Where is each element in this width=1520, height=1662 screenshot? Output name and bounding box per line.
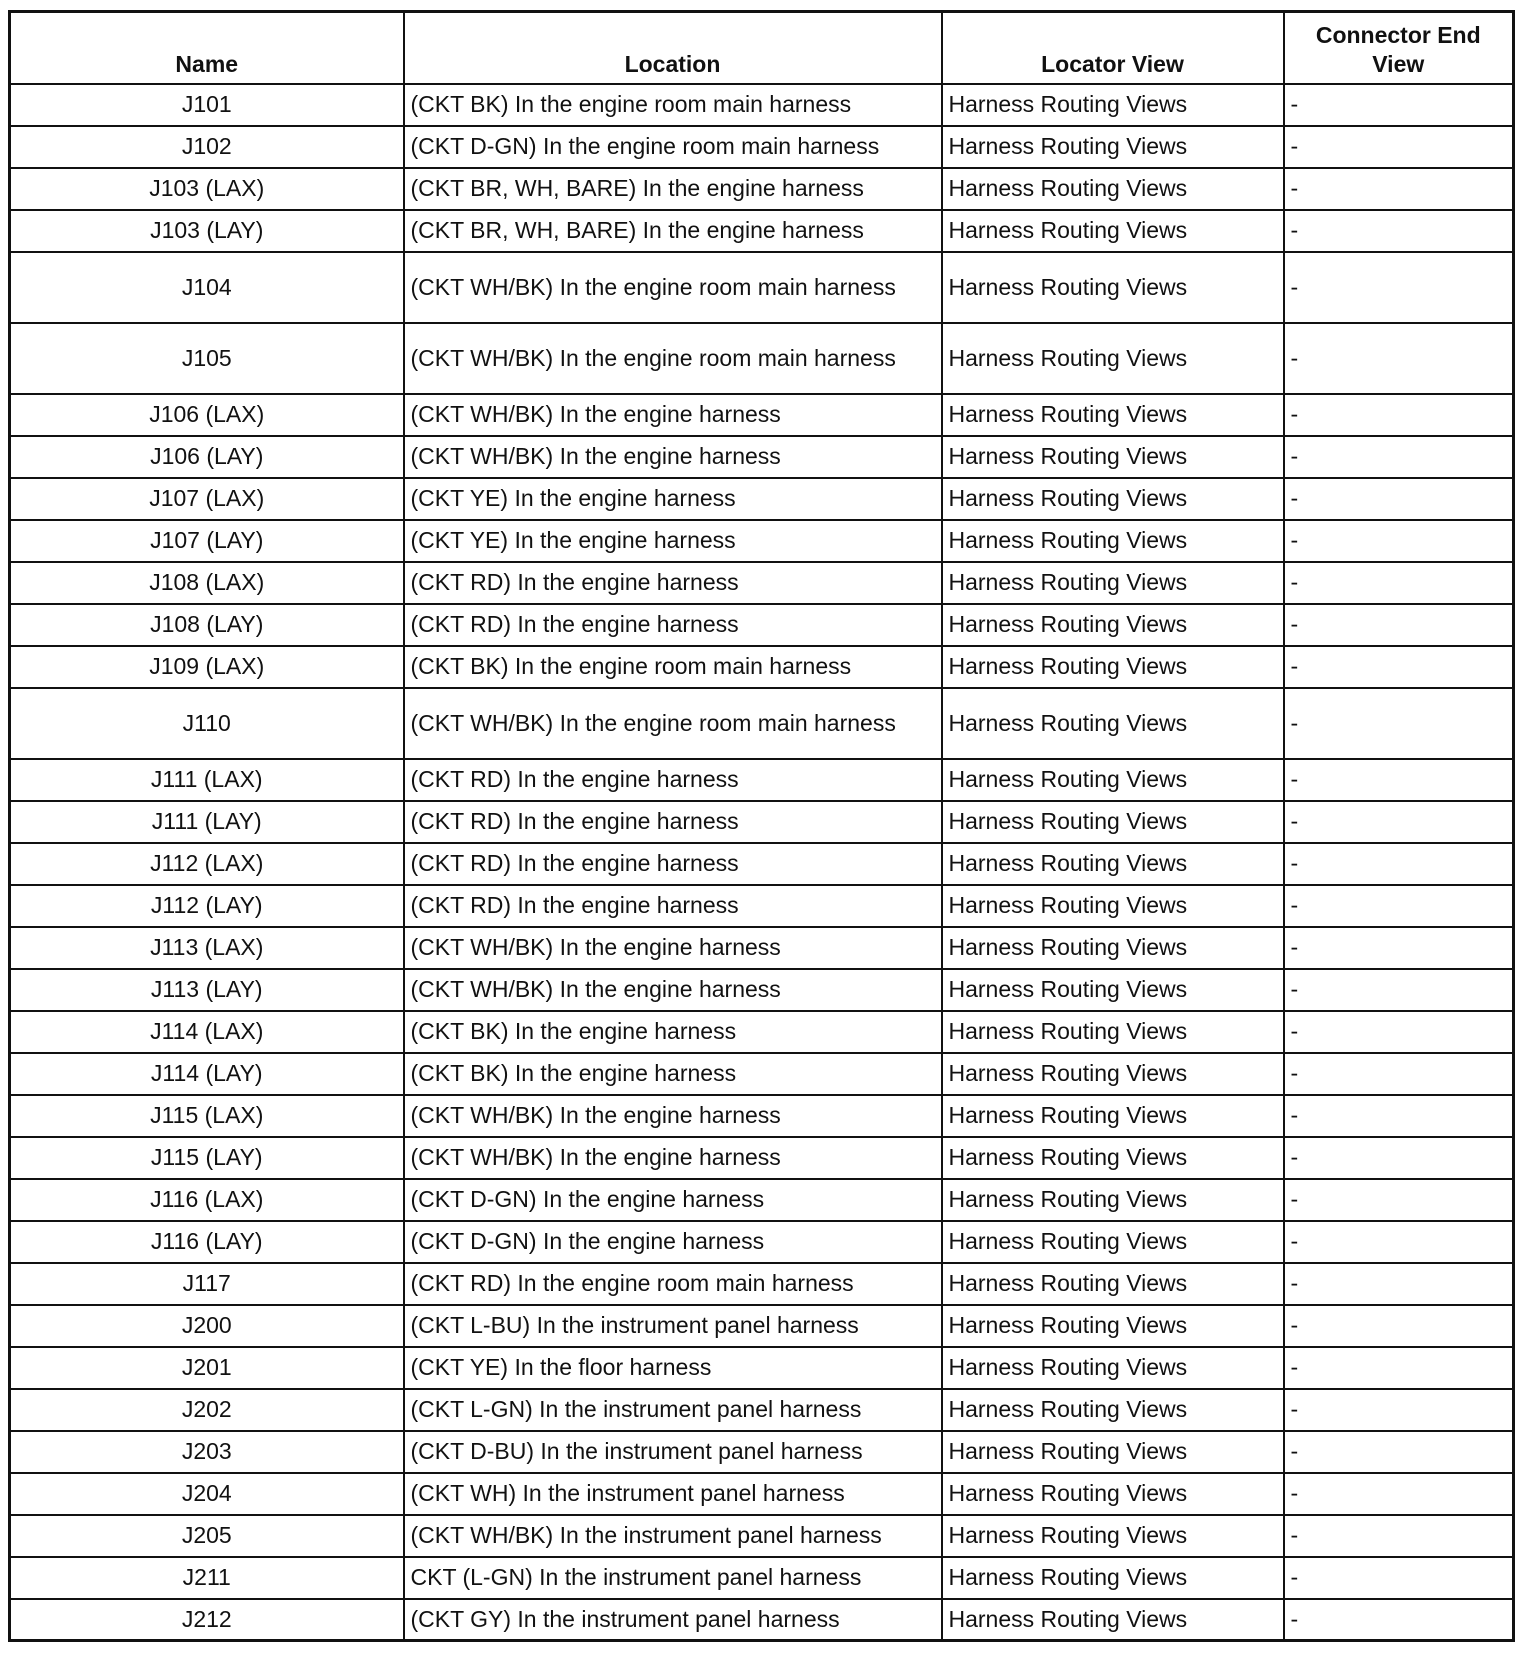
cell-name: J202	[10, 1389, 404, 1431]
table-row	[10, 252, 1514, 323]
cell-location: (CKT L-BU) In the instrument panel harness	[404, 1305, 942, 1347]
cell-locator-view: Harness Routing Views	[942, 1053, 1284, 1095]
cell-name: J107 (LAY)	[10, 520, 404, 562]
cell-location: (CKT RD) In the engine harness	[404, 759, 942, 801]
cell-name: J114 (LAY)	[10, 1053, 404, 1095]
cell-name: J116 (LAX)	[10, 1179, 404, 1221]
cell-connector-end-view: -	[1284, 1179, 1514, 1221]
cell-name: J106 (LAX)	[10, 394, 404, 436]
cell-location: CKT (L-GN) In the instrument panel harness	[404, 1557, 942, 1599]
cell-name: J211	[10, 1557, 404, 1599]
cell-locator-view: Harness Routing Views	[942, 1599, 1284, 1641]
cell-connector-end-view: -	[1284, 688, 1514, 759]
cell-connector-end-view: -	[1284, 885, 1514, 927]
cell-name: J112 (LAX)	[10, 843, 404, 885]
cell-connector-end-view: -	[1284, 1347, 1514, 1389]
table-header-row	[10, 12, 1514, 84]
cell-location: (CKT RD) In the engine room main harness	[404, 1263, 942, 1305]
cell-connector-end-view: -	[1284, 1473, 1514, 1515]
table-row	[10, 126, 1514, 168]
table-row	[10, 1515, 1514, 1557]
cell-locator-view: Harness Routing Views	[942, 436, 1284, 478]
cell-name: J115 (LAY)	[10, 1137, 404, 1179]
table-body	[10, 84, 1514, 1641]
cell-locator-view: Harness Routing Views	[942, 1137, 1284, 1179]
cell-locator-view: Harness Routing Views	[942, 646, 1284, 688]
cell-name: J105	[10, 323, 404, 394]
cell-location: (CKT RD) In the engine harness	[404, 843, 942, 885]
splice-locator-table	[8, 10, 1515, 1642]
cell-connector-end-view: -	[1284, 126, 1514, 168]
table-row	[10, 323, 1514, 394]
cell-connector-end-view: -	[1284, 927, 1514, 969]
cell-locator-view: Harness Routing Views	[942, 1473, 1284, 1515]
cell-locator-view: Harness Routing Views	[942, 885, 1284, 927]
table-row	[10, 562, 1514, 604]
cell-locator-view: Harness Routing Views	[942, 1515, 1284, 1557]
cell-locator-view: Harness Routing Views	[942, 394, 1284, 436]
cell-connector-end-view: -	[1284, 646, 1514, 688]
cell-locator-view: Harness Routing Views	[942, 520, 1284, 562]
cell-connector-end-view: -	[1284, 1431, 1514, 1473]
cell-name: J104	[10, 252, 404, 323]
cell-locator-view: Harness Routing Views	[942, 759, 1284, 801]
cell-connector-end-view: -	[1284, 1515, 1514, 1557]
cell-locator-view: Harness Routing Views	[942, 210, 1284, 252]
cell-name: J111 (LAX)	[10, 759, 404, 801]
cell-connector-end-view: -	[1284, 759, 1514, 801]
table-row	[10, 646, 1514, 688]
cell-name: J106 (LAY)	[10, 436, 404, 478]
table-row	[10, 1011, 1514, 1053]
cell-location: (CKT BR, WH, BARE) In the engine harness	[404, 168, 942, 210]
cell-connector-end-view: -	[1284, 478, 1514, 520]
cell-name: J114 (LAX)	[10, 1011, 404, 1053]
cell-connector-end-view: -	[1284, 84, 1514, 126]
table-row	[10, 1095, 1514, 1137]
cell-locator-view: Harness Routing Views	[942, 1095, 1284, 1137]
cell-locator-view: Harness Routing Views	[942, 1305, 1284, 1347]
cell-location: (CKT WH/BK) In the engine room main harness	[404, 252, 942, 323]
table-row	[10, 84, 1514, 126]
table-row	[10, 210, 1514, 252]
cell-locator-view: Harness Routing Views	[942, 1263, 1284, 1305]
cell-locator-view: Harness Routing Views	[942, 843, 1284, 885]
header-connector-end-view: Connector End View	[1284, 12, 1514, 84]
cell-connector-end-view: -	[1284, 210, 1514, 252]
cell-locator-view: Harness Routing Views	[942, 562, 1284, 604]
cell-connector-end-view: -	[1284, 520, 1514, 562]
cell-connector-end-view: -	[1284, 323, 1514, 394]
cell-name: J112 (LAY)	[10, 885, 404, 927]
table-row	[10, 1431, 1514, 1473]
cell-location: (CKT D-GN) In the engine harness	[404, 1221, 942, 1263]
cell-name: J203	[10, 1431, 404, 1473]
cell-connector-end-view: -	[1284, 252, 1514, 323]
cell-connector-end-view: -	[1284, 1263, 1514, 1305]
cell-locator-view: Harness Routing Views	[942, 1431, 1284, 1473]
cell-connector-end-view: -	[1284, 1053, 1514, 1095]
cell-locator-view: Harness Routing Views	[942, 927, 1284, 969]
cell-location: (CKT WH/BK) In the engine room main harness	[404, 323, 942, 394]
table-row	[10, 1473, 1514, 1515]
cell-name: J101	[10, 84, 404, 126]
cell-location: (CKT WH/BK) In the instrument panel harness	[404, 1515, 942, 1557]
cell-locator-view: Harness Routing Views	[942, 252, 1284, 323]
cell-name: J108 (LAX)	[10, 562, 404, 604]
cell-connector-end-view: -	[1284, 1599, 1514, 1641]
cell-name: J205	[10, 1515, 404, 1557]
cell-locator-view: Harness Routing Views	[942, 126, 1284, 168]
cell-locator-view: Harness Routing Views	[942, 1557, 1284, 1599]
cell-location: (CKT BK) In the engine harness	[404, 1053, 942, 1095]
table-row	[10, 604, 1514, 646]
cell-name: J113 (LAX)	[10, 927, 404, 969]
cell-name: J113 (LAY)	[10, 969, 404, 1011]
cell-location: (CKT RD) In the engine harness	[404, 604, 942, 646]
cell-connector-end-view: -	[1284, 562, 1514, 604]
cell-name: J204	[10, 1473, 404, 1515]
cell-locator-view: Harness Routing Views	[942, 801, 1284, 843]
table-row	[10, 520, 1514, 562]
cell-location: (CKT BK) In the engine room main harness	[404, 84, 942, 126]
cell-locator-view: Harness Routing Views	[942, 1221, 1284, 1263]
table-row	[10, 1389, 1514, 1431]
table-row	[10, 1557, 1514, 1599]
table-row	[10, 801, 1514, 843]
cell-locator-view: Harness Routing Views	[942, 969, 1284, 1011]
cell-connector-end-view: -	[1284, 1389, 1514, 1431]
cell-locator-view: Harness Routing Views	[942, 688, 1284, 759]
table-row	[10, 1263, 1514, 1305]
table-row	[10, 1599, 1514, 1641]
cell-name: J109 (LAX)	[10, 646, 404, 688]
cell-connector-end-view: -	[1284, 436, 1514, 478]
header-location: Location	[404, 12, 942, 84]
header-locator-view: Locator View	[942, 12, 1284, 84]
cell-name: J212	[10, 1599, 404, 1641]
cell-location: (CKT YE) In the floor harness	[404, 1347, 942, 1389]
table-row	[10, 885, 1514, 927]
cell-connector-end-view: -	[1284, 394, 1514, 436]
cell-name: J108 (LAY)	[10, 604, 404, 646]
cell-connector-end-view: -	[1284, 168, 1514, 210]
table-row	[10, 1305, 1514, 1347]
table-row	[10, 843, 1514, 885]
splice-table-container	[8, 10, 1512, 1642]
table-row	[10, 1221, 1514, 1263]
cell-name: J201	[10, 1347, 404, 1389]
cell-name: J117	[10, 1263, 404, 1305]
cell-location: (CKT WH/BK) In the engine harness	[404, 927, 942, 969]
cell-locator-view: Harness Routing Views	[942, 323, 1284, 394]
cell-location: (CKT RD) In the engine harness	[404, 562, 942, 604]
cell-name: J111 (LAY)	[10, 801, 404, 843]
table-row	[10, 1137, 1514, 1179]
table-row	[10, 168, 1514, 210]
cell-connector-end-view: -	[1284, 604, 1514, 646]
cell-connector-end-view: -	[1284, 1305, 1514, 1347]
cell-location: (CKT WH) In the instrument panel harness	[404, 1473, 942, 1515]
table-row	[10, 688, 1514, 759]
cell-connector-end-view: -	[1284, 1221, 1514, 1263]
table-row	[10, 1053, 1514, 1095]
cell-location: (CKT WH/BK) In the engine harness	[404, 436, 942, 478]
cell-name: J115 (LAX)	[10, 1095, 404, 1137]
header-name: Name	[10, 12, 404, 84]
cell-location: (CKT D-GN) In the engine harness	[404, 1179, 942, 1221]
cell-location: (CKT D-GN) In the engine room main harness	[404, 126, 942, 168]
cell-name: J107 (LAX)	[10, 478, 404, 520]
cell-location: (CKT YE) In the engine harness	[404, 478, 942, 520]
cell-location: (CKT YE) In the engine harness	[404, 520, 942, 562]
cell-connector-end-view: -	[1284, 1137, 1514, 1179]
cell-locator-view: Harness Routing Views	[942, 604, 1284, 646]
cell-location: (CKT BK) In the engine room main harness	[404, 646, 942, 688]
cell-location: (CKT D-BU) In the instrument panel harness	[404, 1431, 942, 1473]
table-row	[10, 927, 1514, 969]
table-row	[10, 436, 1514, 478]
cell-connector-end-view: -	[1284, 1557, 1514, 1599]
cell-locator-view: Harness Routing Views	[942, 1011, 1284, 1053]
table-row	[10, 1179, 1514, 1221]
table-row	[10, 394, 1514, 436]
cell-location: (CKT GY) In the instrument panel harness	[404, 1599, 942, 1641]
cell-location: (CKT WH/BK) In the engine room main harness	[404, 688, 942, 759]
cell-connector-end-view: -	[1284, 1011, 1514, 1053]
cell-location: (CKT WH/BK) In the engine harness	[404, 1095, 942, 1137]
cell-name: J103 (LAX)	[10, 168, 404, 210]
cell-location: (CKT L-GN) In the instrument panel harness	[404, 1389, 942, 1431]
cell-location: (CKT BR, WH, BARE) In the engine harness	[404, 210, 942, 252]
cell-connector-end-view: -	[1284, 1095, 1514, 1137]
cell-name: J103 (LAY)	[10, 210, 404, 252]
cell-locator-view: Harness Routing Views	[942, 1179, 1284, 1221]
cell-location: (CKT WH/BK) In the engine harness	[404, 1137, 942, 1179]
cell-name: J116 (LAY)	[10, 1221, 404, 1263]
cell-location: (CKT RD) In the engine harness	[404, 801, 942, 843]
cell-name: J102	[10, 126, 404, 168]
cell-location: (CKT WH/BK) In the engine harness	[404, 969, 942, 1011]
cell-connector-end-view: -	[1284, 801, 1514, 843]
cell-locator-view: Harness Routing Views	[942, 84, 1284, 126]
cell-name: J200	[10, 1305, 404, 1347]
cell-location: (CKT BK) In the engine harness	[404, 1011, 942, 1053]
cell-name: J110	[10, 688, 404, 759]
cell-locator-view: Harness Routing Views	[942, 478, 1284, 520]
table-row	[10, 759, 1514, 801]
cell-location: (CKT RD) In the engine harness	[404, 885, 942, 927]
cell-locator-view: Harness Routing Views	[942, 1347, 1284, 1389]
cell-locator-view: Harness Routing Views	[942, 1389, 1284, 1431]
cell-location: (CKT WH/BK) In the engine harness	[404, 394, 942, 436]
table-row	[10, 478, 1514, 520]
cell-connector-end-view: -	[1284, 843, 1514, 885]
cell-locator-view: Harness Routing Views	[942, 168, 1284, 210]
cell-connector-end-view: -	[1284, 969, 1514, 1011]
table-row	[10, 1347, 1514, 1389]
table-row	[10, 969, 1514, 1011]
